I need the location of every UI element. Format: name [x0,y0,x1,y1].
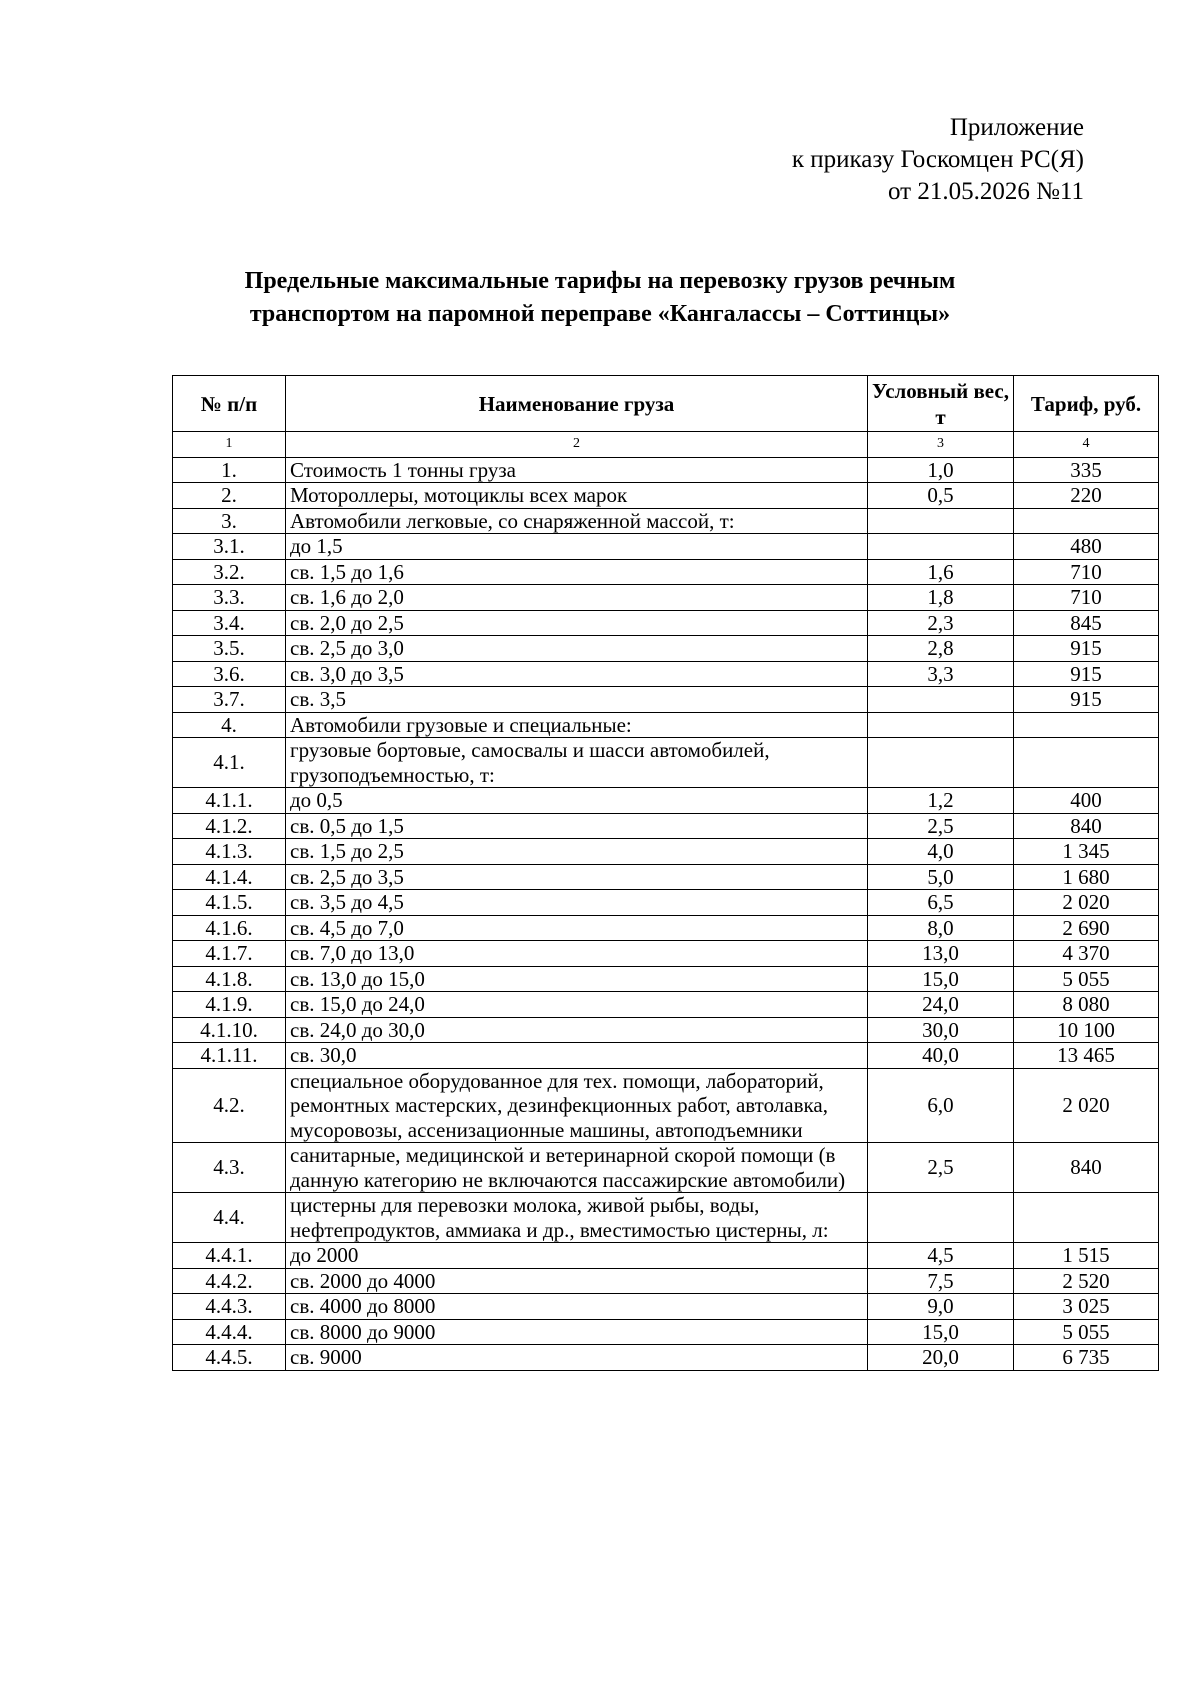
conditional-weight: 1,6 [868,559,1014,585]
tariff-value: 1 680 [1014,864,1159,890]
tariff-value: 335 [1014,457,1159,483]
row-number: 4.1.5. [173,890,286,916]
table-row [173,992,1159,1018]
cargo-name: Автомобили грузовые и специальные: [286,712,868,738]
tariff-value: 8 080 [1014,992,1159,1018]
table-row [173,636,1159,662]
table-row [173,890,1159,916]
table-row [173,585,1159,611]
cargo-name: до 2000 [286,1243,868,1269]
conditional-weight: 9,0 [868,1294,1014,1320]
column-number: 2 [286,432,868,458]
cargo-name: св. 24,0 до 30,0 [286,1017,868,1043]
conditional-weight: 1,2 [868,788,1014,814]
conditional-weight [868,687,1014,713]
row-number: 4.3. [173,1143,286,1193]
tariff-value: 840 [1014,813,1159,839]
table-row [173,1143,1159,1193]
table-row [173,864,1159,890]
document-title [160,265,1040,331]
conditional-weight [868,712,1014,738]
table-row [173,534,1159,560]
cargo-name: св. 0,5 до 1,5 [286,813,868,839]
tariff-value: 6 735 [1014,1345,1159,1371]
table-row [173,712,1159,738]
tariff-value: 2 690 [1014,915,1159,941]
conditional-weight: 30,0 [868,1017,1014,1043]
cargo-name: Стоимость 1 тонны груза [286,457,868,483]
row-number: 2. [173,483,286,509]
table-row [173,941,1159,967]
conditional-weight: 2,5 [868,1143,1014,1193]
cargo-name: св. 2,0 до 2,5 [286,610,868,636]
tariff-value: 2 520 [1014,1268,1159,1294]
cargo-name: св. 1,6 до 2,0 [286,585,868,611]
cargo-name: цистерны для перевозки молока, живой рыбы, воды, нефтепродуктов, аммиака и др., вместимостью цистерны, л: [286,1193,868,1243]
tariff-value [1014,508,1159,534]
table-row [173,813,1159,839]
table-row [173,610,1159,636]
column-header-name: Наименование груза [286,376,868,432]
conditional-weight: 8,0 [868,915,1014,941]
table-row [173,1268,1159,1294]
conditional-weight: 2,3 [868,610,1014,636]
conditional-weight [868,508,1014,534]
tariff-value: 13 465 [1014,1043,1159,1069]
table-row [173,1294,1159,1320]
row-number: 3.3. [173,585,286,611]
row-number: 4.1.8. [173,966,286,992]
cargo-name: св. 4,5 до 7,0 [286,915,868,941]
row-number: 3.4. [173,610,286,636]
table-row [173,687,1159,713]
tariff-value: 1 515 [1014,1243,1159,1269]
tariff-value: 915 [1014,636,1159,662]
column-header-weight: Условный вес, т [868,376,1014,432]
table-row [173,738,1159,788]
table-row [173,1043,1159,1069]
tariff-value: 710 [1014,585,1159,611]
row-number: 4.4.1. [173,1243,286,1269]
cargo-name: св. 4000 до 8000 [286,1294,868,1320]
conditional-weight: 13,0 [868,941,1014,967]
cargo-name: Автомобили легковые, со снаряженной массой, т: [286,508,868,534]
tariff-value: 2 020 [1014,1068,1159,1143]
tariff-value: 2 020 [1014,890,1159,916]
cargo-name: св. 2,5 до 3,0 [286,636,868,662]
table-row [173,788,1159,814]
tariff-value [1014,1193,1159,1243]
row-number: 4.1.4. [173,864,286,890]
table-row [173,457,1159,483]
cargo-name: св. 15,0 до 24,0 [286,992,868,1018]
table-row [173,508,1159,534]
row-number: 3.2. [173,559,286,585]
conditional-weight: 6,5 [868,890,1014,916]
row-number: 4.4.3. [173,1294,286,1320]
row-number: 4.1.9. [173,992,286,1018]
conditional-weight: 1,8 [868,585,1014,611]
column-number-row [173,432,1159,458]
title-line-1: Предельные максимальные тарифы на перевозку грузов речным [244,268,956,294]
table-row [173,1068,1159,1143]
table-row [173,1319,1159,1345]
conditional-weight [868,1193,1014,1243]
table-header-row [173,376,1159,432]
table-row [173,1017,1159,1043]
appendix-label: Приложение [949,114,1084,141]
conditional-weight: 7,5 [868,1268,1014,1294]
conditional-weight: 15,0 [868,966,1014,992]
table-row [173,559,1159,585]
table-row [173,483,1159,509]
column-number: 1 [173,432,286,458]
cargo-name: св. 3,0 до 3,5 [286,661,868,687]
row-number: 3.1. [173,534,286,560]
table-body [173,457,1159,1370]
conditional-weight: 24,0 [868,992,1014,1018]
row-number: 4.1.11. [173,1043,286,1069]
conditional-weight: 5,0 [868,864,1014,890]
cargo-name: св. 1,5 до 1,6 [286,559,868,585]
tariff-table [172,375,1159,1371]
conditional-weight: 0,5 [868,483,1014,509]
tariff-value [1014,738,1159,788]
cargo-name: до 1,5 [286,534,868,560]
tariff-value: 5 055 [1014,1319,1159,1345]
cargo-name: св. 1,5 до 2,5 [286,839,868,865]
tariff-value: 3 025 [1014,1294,1159,1320]
tariff-value: 10 100 [1014,1017,1159,1043]
row-number: 4.2. [173,1068,286,1143]
tariff-value: 840 [1014,1143,1159,1193]
conditional-weight: 2,8 [868,636,1014,662]
table-row [173,915,1159,941]
tariff-value: 400 [1014,788,1159,814]
order-reference: к приказу Госкомцен РС(Я) [791,146,1084,173]
conditional-weight [868,738,1014,788]
tariff-value [1014,712,1159,738]
conditional-weight: 4,0 [868,839,1014,865]
tariff-value: 710 [1014,559,1159,585]
row-number: 4.1.6. [173,915,286,941]
tariff-value: 915 [1014,687,1159,713]
row-number: 4.4. [173,1193,286,1243]
order-date-number: от 21.05.2026 №11 [887,178,1084,205]
row-number: 3. [173,508,286,534]
cargo-name: до 0,5 [286,788,868,814]
row-number: 3.7. [173,687,286,713]
conditional-weight: 20,0 [868,1345,1014,1371]
conditional-weight [868,534,1014,560]
cargo-name: св. 2000 до 4000 [286,1268,868,1294]
tariff-value: 1 345 [1014,839,1159,865]
table-row [173,1345,1159,1371]
row-number: 4. [173,712,286,738]
appendix-header [792,112,1084,208]
column-header-tariff: Тариф, руб. [1014,376,1159,432]
row-number: 4.4.5. [173,1345,286,1371]
title-line-2: транспортом на паромной переправе «Кангалассы – Соттинцы» [249,301,951,327]
row-number: 4.1.7. [173,941,286,967]
tariff-value: 4 370 [1014,941,1159,967]
conditional-weight: 2,5 [868,813,1014,839]
cargo-name: св. 2,5 до 3,5 [286,864,868,890]
tariff-value: 480 [1014,534,1159,560]
row-number: 4.1. [173,738,286,788]
row-number: 4.1.2. [173,813,286,839]
table-row [173,839,1159,865]
conditional-weight: 1,0 [868,457,1014,483]
row-number: 3.6. [173,661,286,687]
conditional-weight: 6,0 [868,1068,1014,1143]
conditional-weight: 4,5 [868,1243,1014,1269]
table-row [173,661,1159,687]
conditional-weight: 15,0 [868,1319,1014,1345]
cargo-name: св. 13,0 до 15,0 [286,966,868,992]
cargo-name: грузовые бортовые, самосвалы и шасси автомобилей, грузоподъемностью, т: [286,738,868,788]
column-header-number: № п/п [173,376,286,432]
tariff-value: 845 [1014,610,1159,636]
table-row [173,966,1159,992]
cargo-name: санитарные, медицинской и ветеринарной скорой помощи (в данную категорию не включаются пассажирские автомобили) [286,1143,868,1193]
table-row [173,1193,1159,1243]
cargo-name: св. 8000 до 9000 [286,1319,868,1345]
row-number: 4.1.3. [173,839,286,865]
column-number: 3 [868,432,1014,458]
row-number: 1. [173,457,286,483]
table-row [173,1243,1159,1269]
row-number: 3.5. [173,636,286,662]
cargo-name: специальное оборудованное для тех. помощи, лабораторий, ремонтных мастерских, дезинфекционных работ, автолавка, мусоровозы, ассенизационные машины, автоподъемники [286,1068,868,1143]
cargo-name: св. 3,5 до 4,5 [286,890,868,916]
conditional-weight: 40,0 [868,1043,1014,1069]
cargo-name: св. 7,0 до 13,0 [286,941,868,967]
row-number: 4.1.10. [173,1017,286,1043]
column-number: 4 [1014,432,1159,458]
tariff-value: 915 [1014,661,1159,687]
cargo-name: св. 9000 [286,1345,868,1371]
cargo-name: Мотороллеры, мотоциклы всех марок [286,483,868,509]
row-number: 4.4.2. [173,1268,286,1294]
cargo-name: св. 30,0 [286,1043,868,1069]
row-number: 4.1.1. [173,788,286,814]
tariff-value: 5 055 [1014,966,1159,992]
row-number: 4.4.4. [173,1319,286,1345]
conditional-weight: 3,3 [868,661,1014,687]
cargo-name: св. 3,5 [286,687,868,713]
tariff-value: 220 [1014,483,1159,509]
